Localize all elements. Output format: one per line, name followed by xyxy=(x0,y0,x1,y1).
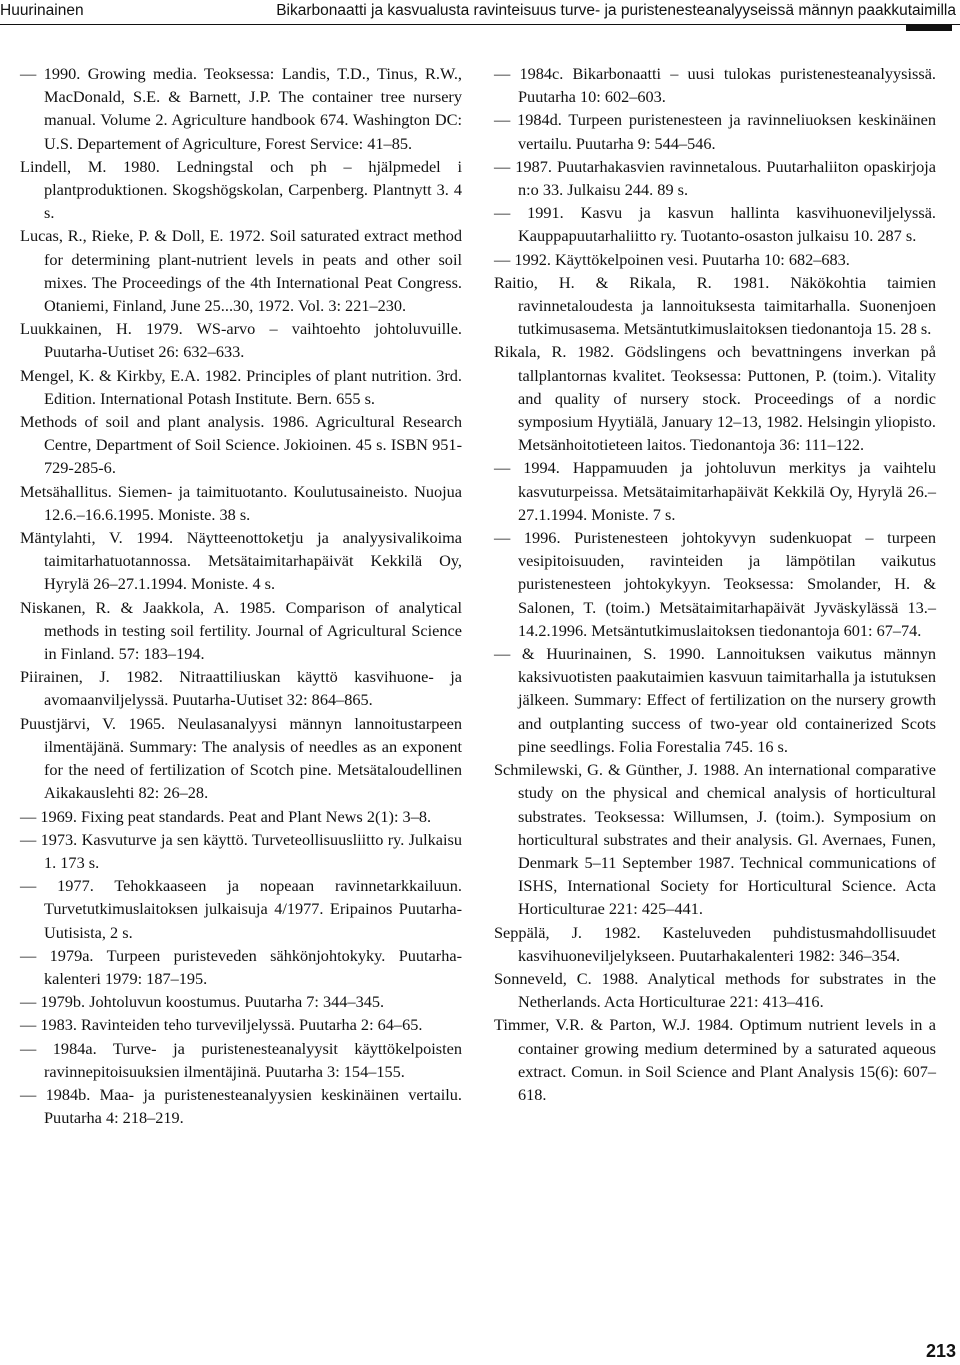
reference-item: — 1984a. Turve- ja puristenesteanalyysit käyttökelpoisten ravinnepitoisuuksien ilmentäjinä. Puutarha 3: 154–155. xyxy=(20,1038,462,1081)
reference-item: — 1991. Kasvu ja kasvun hallinta kasvihuoneviljelyssä. Kauppapuutarhaliitto ry. Tuotanto-osaston julkaisu 10. 287 s. xyxy=(494,203,936,246)
reference-item: Mengel, K. & Kirkby, E.A. 1982. Principles of plant nutrition. 3rd. Edition. International Potash Institute. Bern. 655 s. xyxy=(20,365,462,408)
reference-item: Lindell, M. 1980. Ledningstal och ph – hjälpmedel i plantproduktionen. Skogshögskolan, Carpenberg. Plantnytt 3. 4 s. xyxy=(20,156,462,223)
header-title: Bikarbonaatti ja kasvualusta ravinteisuus turve- ja puristenesteanalyyseissä männyn paakkutaimilla xyxy=(276,2,956,19)
header-tab-mark xyxy=(906,25,952,31)
reference-item: Luukkainen, H. 1979. WS-arvo – vaihtoehto johtoluvuille. Puutarha-Uutiset 26: 632–633. xyxy=(20,319,462,362)
reference-item: — 1990. Growing media. Teoksessa: Landis, T.D., Tinus, R.W., MacDonald, S.E. & Barnett, J.P. The container tree nursery manual. Volume 2. Agriculture handbook 674. Washington DC: U.S. Departement of Agriculture, Forest Service: 41–85. xyxy=(20,64,462,153)
reference-item: Sonneveld, C. 1988. Analytical methods for substrates in the Netherlands. Acta Horticulturae 221: 413–416. xyxy=(494,968,936,1012)
reference-item: — & Huurinainen, S. 1990. Lannoituksen vaikutus männyn kaksivuotisten paakutaimien kasvuun taimitarhalla ja istutuksen jälkeen. Summary: Effect of fertilization on the nursery growth and outplanting success of two-year old containerized Scots pine seedlings. Folia Forestalia 745. 16 s. xyxy=(494,644,936,756)
reference-item: — 1979a. Turpeen puristeveden sähkönjohtokyky. Puutarha-kalenteri 1979: 187–195. xyxy=(20,945,462,988)
reference-item: Niskanen, R. & Jaakkola, A. 1985. Comparison of analytical methods in testing soil fertility. Journal of Agricultural Science in Finland. 57: 183–194. xyxy=(20,597,462,664)
reference-item: Piirainen, J. 1982. Nitraattiliuskan käyttö kasvihuone- ja avomaanviljelyssä. Puutarha-Uutiset 32: 864–865. xyxy=(20,667,462,710)
reference-item: Puustjärvi, V. 1965. Neulasanalyysi männyn lannoitustarpeen ilmentäjänä. Summary: The analysis of needles as an exponent for the need of fertilization of Scotch pine. Metsätaloudellinen Aikakauslehti 82: 26–28. xyxy=(20,713,462,803)
reference-item: Schmilewski, G. & Günther, J. 1988. An international comparative study on the physical and chemical analysis of horticultural substrates. Teoksessa: Willumsen, J. (toim.). Symposium on horticultural substrates and their analysis. Gl. Avernaes, Funen, Denmark 5–11 September 1987. Technical communications of ISHS, International Society for Horticultural Science. Acta Horticulturae 221: 425–441. xyxy=(494,760,936,919)
reference-item: — 1983. Ravinteiden teho turveviljelyssä. Puutarha 2: 64–65. xyxy=(20,1015,423,1035)
reference-item: — 1996. Puristenesteen johtokyvyn sudenkuopat – turpeen vesipitoisuuden, ravinteiden ja lämpötilan vaikutus puristenesteen johtokykyyn. Teoksessa: Smolander, H. & Salonen, T. (toim.) Metsätaimitarhapäivät Jyväskylässä 13.–14.2.1996. Metsäntutkimuslaitoksen tiedonantoja 601: 67–74. xyxy=(494,528,936,640)
reference-item: — 1984d. Turpeen puristenesteen ja ravinneliuoksen keskinäinen vertailu. Puutarha 9: 544–546. xyxy=(494,110,936,153)
header-author: Huurinainen xyxy=(0,2,84,19)
header-rule xyxy=(0,24,960,25)
reference-item: Metsähallitus. Siemen- ja taimituotanto. Koulutusaineisto. Nuojua 12.6.–16.6.1995. Moniste. 38 s. xyxy=(20,481,462,524)
reference-item: — 1969. Fixing peat standards. Peat and Plant News 2(1): 3–8. xyxy=(20,806,432,826)
reference-item: Rikala, R. 1982. Gödslingens och bevattningens inverkan på tallplantornas kvalitet. Teoksessa: Puttonen, P. (toim.). Vitality and quality of nursery stock. Proceedings of a nordic symposium Hyytiälä, January 12–13, 1982. Helsingin yliopisto. Metsänhoitotieteen laitos. Tiedonantoja 36: 111–122. xyxy=(494,342,936,455)
reference-item: — 1973. Kasvuturve ja sen käyttö. Turveteollisuusliitto ry. Julkaisu 1. 173 s. xyxy=(20,829,462,872)
running-header xyxy=(0,0,960,26)
reference-item: Raitio, H. & Rikala, R. 1981. Näkökohtia taimien ravinnetaloudesta ja lannoituksesta taimitarhalla. Suonenjoen tutkimusasema. Metsäntutkimuslaitoksen tiedonantoja 15. 28 s. xyxy=(494,272,936,339)
reference-item: — 1994. Happamuuden ja johtoluvun merkitys ja vaihtelu kasvuturpeissa. Metsätaimitarhapäivät Kekkilä Oy, Hyrylä 26.–27.1.1994. Moniste. 7 s. xyxy=(494,458,936,524)
reference-item: — 1984c. Bikarbonaatti – uusi tulokas puristenesteanalyysissä. Puutarha 10: 602–603. xyxy=(494,64,936,107)
reference-item: Seppälä, J. 1982. Kasteluveden puhdistusmahdollisuudet kasvihuoneviljelykseen. Puutarhakalenteri 1982: 346–354. xyxy=(494,922,936,965)
page-number: 213 xyxy=(925,1341,956,1361)
reference-item: — 1979b. Johtoluvun koostumus. Puutarha 7: 344–345. xyxy=(20,992,385,1012)
references-right-column xyxy=(494,62,936,1106)
reference-item: — 1984b. Maa- ja puristenesteanalyysien keskinäinen vertailu. Puutarha 4: 218–219. xyxy=(20,1084,462,1128)
references-left-column xyxy=(20,62,462,1129)
reference-item: — 1977. Tehokkaaseen ja nopeaan ravinnetarkkailuun. Turvetutkimuslaitoksen julkaisuja 4/1977. Eripainos Puutarha-Uutisista, 2 s. xyxy=(20,876,462,942)
reference-item: Methods of soil and plant analysis. 1986. Agricultural Research Centre, Department of Soil Science. Jokioinen. 45 s. ISBN 951-729-285-6. xyxy=(20,412,462,478)
reference-item: Mäntylahti, V. 1994. Näytteenottoketju ja analyysivalikoima taimitarhatuotannossa. Metsätaimitarhapäivät Kekkilä Oy, Hyrylä 26–27.1.1994. Moniste. 4 s. xyxy=(20,528,462,594)
reference-item: — 1992. Käyttökelpoinen vesi. Puutarha 10: 682–683. xyxy=(494,249,850,269)
reference-item: Timmer, V.R. & Parton, W.J. 1984. Optimum nutrient levels in a container growing medium determined by a saturated aqueous extract. Comun. in Soil Science and Plant Analysis 15(6): 607–618. xyxy=(494,1015,936,1104)
reference-item: — 1987. Puutarhakasvien ravinnetalous. Puutarhaliiton opaskirjoja n:o 33. Julkaisu 244. 89 s. xyxy=(494,156,936,200)
reference-item: Lucas, R., Rieke, P. & Doll, E. 1972. Soil saturated extract method for determining plant-nutrient levels in peats and other soil mixes. The Proceedings of the 4th International Peat Congress. Otaniemi, Finland, June 25...30, 1972. Vol. 3: 221–230. xyxy=(20,226,462,316)
